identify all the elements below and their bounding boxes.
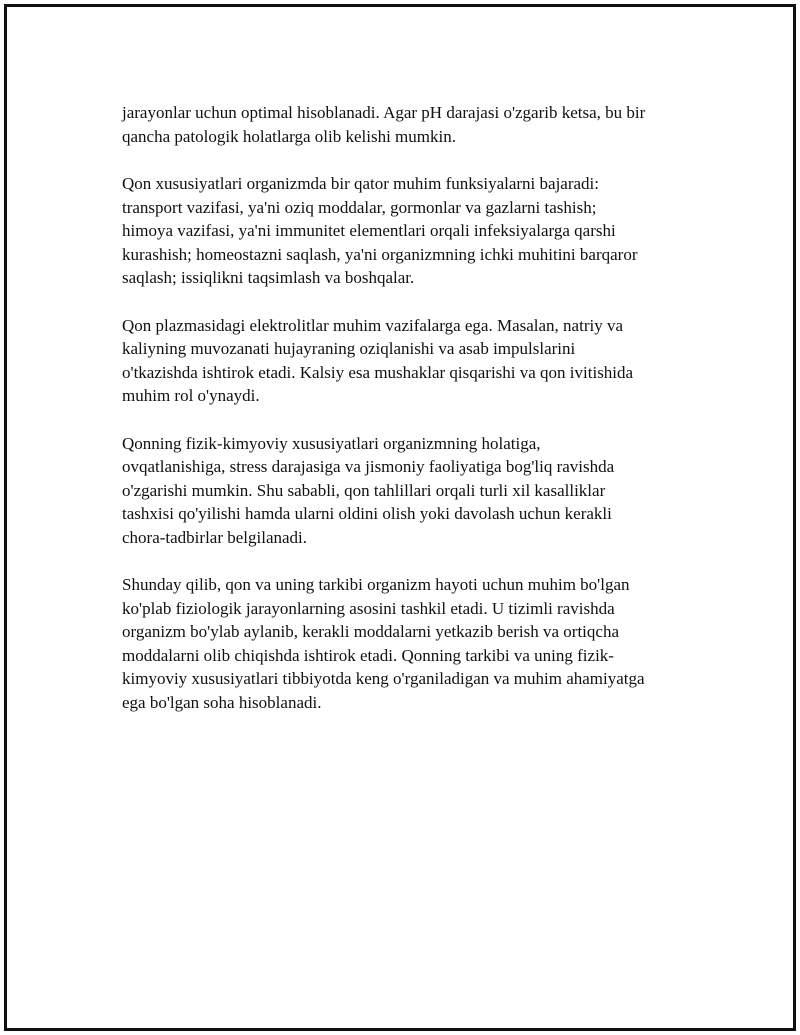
document-body <box>122 101 707 738</box>
paragraph-3: Qon plazmasidagi elektrolitlar muhim vazifalarga ega. Masalan, natriy va kaliyning muvozanati hujayraning oziqlanishi va asab impulslarini o'tkazishda ishtirok etadi. Kalsiy esa mushaklar qisqarishi va qon ivitishida muhim rol o'ynaydi. <box>122 315 634 405</box>
paragraph-2: Qon xususiyatlari organizmda bir qator muhim funksiyalarni bajaradi: transport vazifasi, ya'ni oziq moddalar, gormonlar va gazlarni tashish; himoya vazifasi, ya'ni immunitet elementlari orqali infeksiyalarga qarshi kurashish; homeostazni saqlash, ya'ni organizmning ichki muhitini barqaror saqlash; issiqlikni taqsimlash va boshqalar. <box>122 174 638 287</box>
page-border <box>4 4 796 1031</box>
paragraph-4: Qonning fizik-kimyoviy xususiyatlari organizmning holatiga, ovqatlanishiga, stress darajasiga va jismoniy faoliyatiga bog'liq ravishda o'zgarishi mumkin. Shu sababli, qon tahlillari orqali turli xil kasalliklar tashxisi qo'yilishi hamda ularni oldini olish yoki davolash uchun kerakli chora-tadbirlar belgilanadi. <box>122 433 615 547</box>
paragraph-5: Shunday qilib, qon va uning tarkibi organizm hayoti uchun muhim bo'lgan ko'plab fiziologik jarayonlarning asosini tashkil etadi. U tizimli ravishda organizm bo'ylab aylanib, kerakli moddalarni yetkazib berish va ortiqcha moddalarni olib chiqishda ishtirok etadi. Qonning tarkibi va uning fizik- kimyoviy xususiyatlari tibbiyotda keng o'rganiladigan va muhim ahamiyatga ega bo'lgan soha hisoblanadi. <box>122 575 645 712</box>
paragraph-1: jarayonlar uchun optimal hisoblanadi. Agar pH darajasi o'zgarib ketsa, bu bir qancha patologik holatlarga olib kelishi mumkin. <box>122 103 646 146</box>
